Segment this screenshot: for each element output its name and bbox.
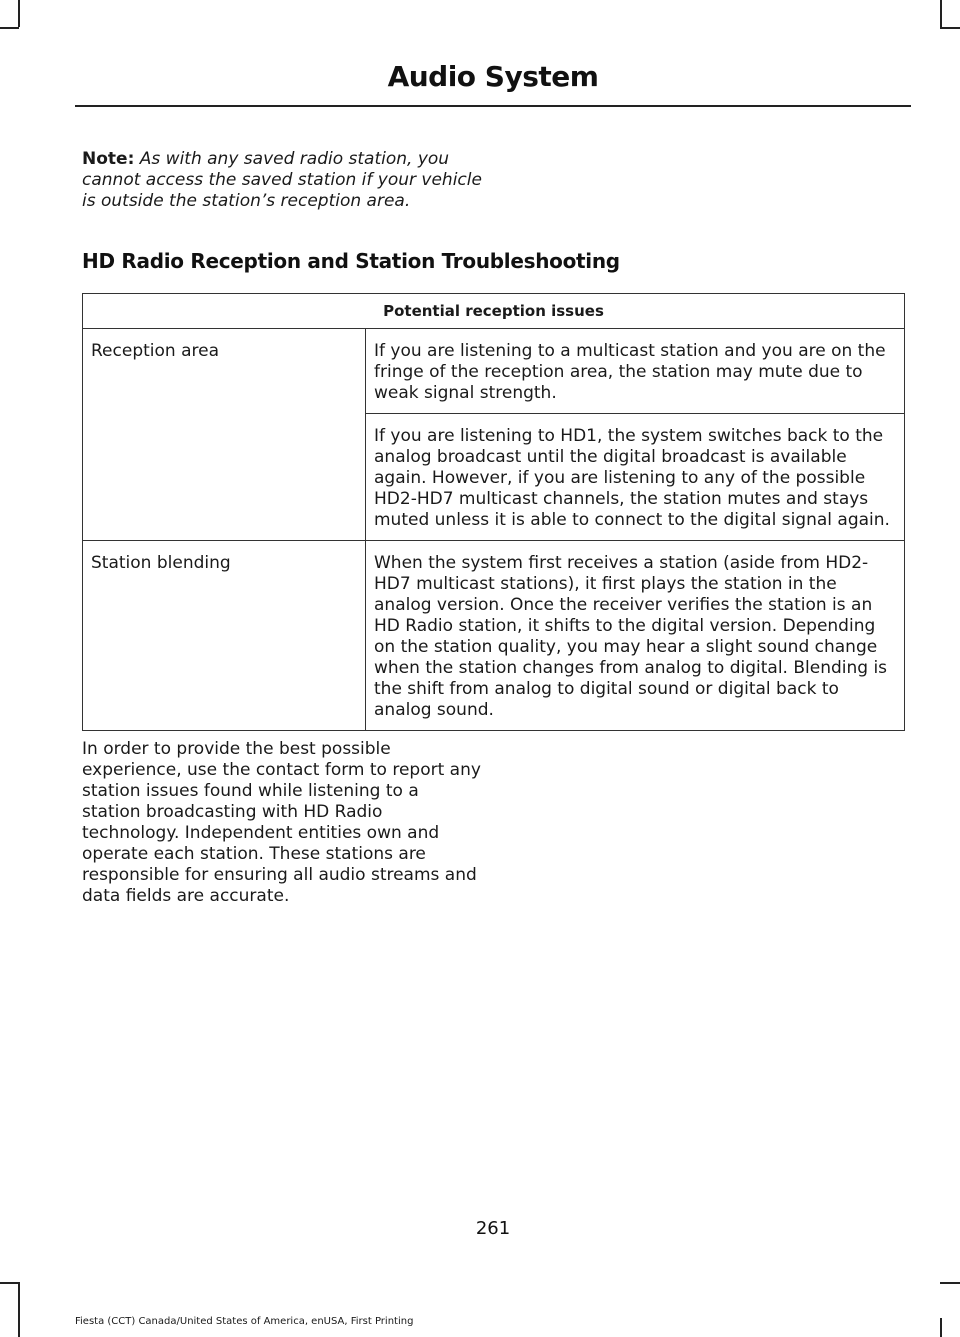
table-row xyxy=(83,541,905,731)
crop-mark-top-left-vertical xyxy=(18,0,20,27)
table-row xyxy=(83,329,905,414)
row-description: If you are listening to a multicast station and you are on the fringe of the reception area, the station may mute due to weak signal strength. xyxy=(366,329,905,414)
row-label-station-blending: Station blending xyxy=(83,541,366,731)
crop-mark-top-left-horizontal xyxy=(0,27,19,29)
note-label: Note: xyxy=(82,149,135,169)
crop-mark-bottom-right-horizontal xyxy=(940,1282,960,1284)
crop-mark-top-right-vertical xyxy=(940,0,942,27)
table-header: Potential reception issues xyxy=(83,294,905,329)
note-text: As with any saved radio station, you cannot access the saved station if your vehicle is outside the station’s reception area. xyxy=(82,149,482,211)
crop-mark-bottom-left-vertical xyxy=(18,1282,20,1337)
table-header-row xyxy=(83,294,905,329)
note-paragraph xyxy=(82,149,482,212)
row-description: If you are listening to HD1, the system switches back to the analog broadcast until the digital broadcast is available again. However, if you are listening to any of the possible HD2-HD7 multicast channels, the station mutes and stays muted unless it is able to connect to the digital signal again. xyxy=(366,414,905,541)
page-number: 261 xyxy=(475,1218,511,1239)
row-description: When the system first receives a station (aside from HD2-HD7 multicast stations), it first plays the station in the analog version. Once the receiver verifies the station is an HD Radio station, it shifts to the digital version. Depending on the station quality, you may hear a slight sound change when the station changes from analog to digital. Blending is the shift from analog to digital sound or digital back to analog sound. xyxy=(366,541,905,731)
crop-mark-bottom-left-horizontal xyxy=(0,1282,19,1284)
crop-mark-top-right-horizontal xyxy=(940,27,960,29)
footer-text: Fiesta (CCT) Canada/United States of America, enUSA, First Printing xyxy=(75,1316,414,1327)
crop-mark-bottom-right-vertical xyxy=(940,1318,942,1337)
body-paragraph: In order to provide the best possible experience, use the contact form to report any station issues found while listening to a station broadcasting with HD Radio technology. Independent entities own and operate each station. These stations are responsible for ensuring all audio streams and data fields are accurate. xyxy=(82,739,481,906)
row-label-reception-area: Reception area xyxy=(83,329,366,541)
reception-issues-table xyxy=(82,293,905,731)
header-divider xyxy=(75,105,911,107)
page-title: Audio System xyxy=(387,60,599,93)
section-heading: HD Radio Reception and Station Troubleshooting xyxy=(82,249,620,273)
